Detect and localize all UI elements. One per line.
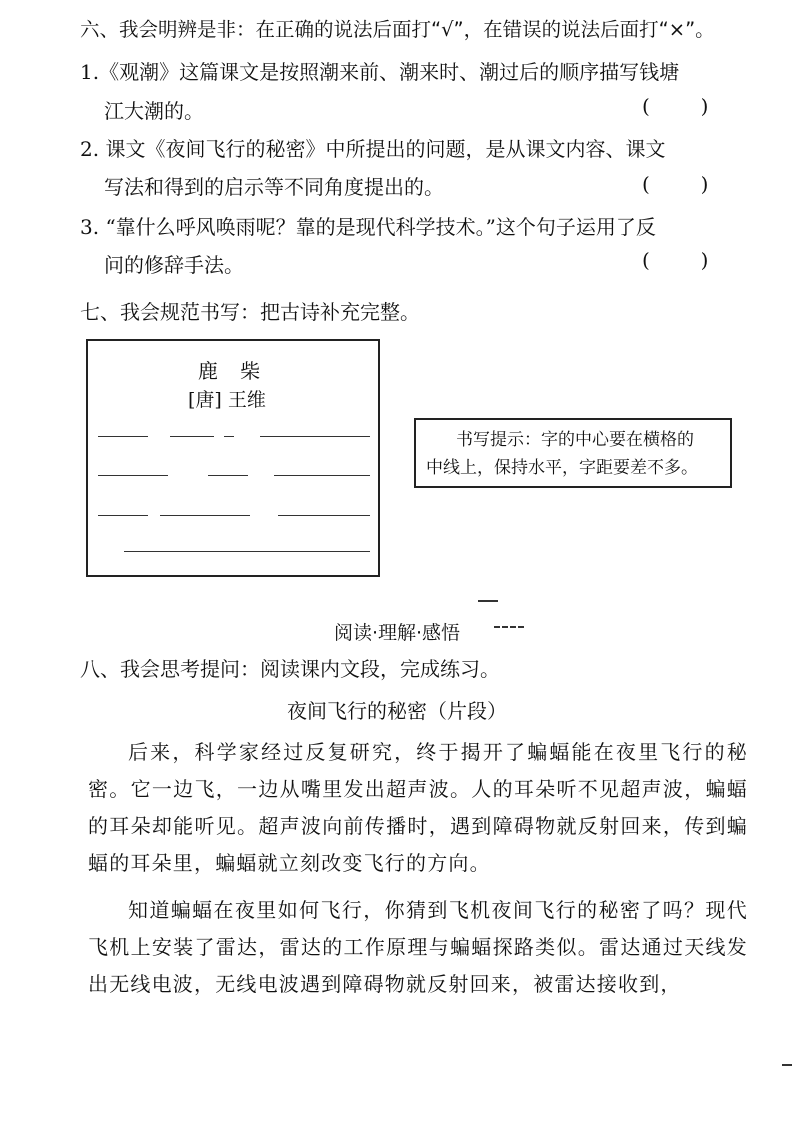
writing-tip-box [414, 418, 732, 488]
question-1-line1: 1.《观潮》这篇课文是按照潮来前、潮来时、潮过后的顺序描写钱塘 [80, 60, 680, 84]
poem-blank[interactable] [170, 436, 214, 437]
answer-paren-2[interactable]: ( ) [642, 172, 709, 196]
poem-blank[interactable] [208, 475, 248, 476]
writing-tip-line1: 书写提示：字的中心要在横格的 [456, 430, 694, 450]
poem-blank[interactable] [274, 475, 370, 476]
question-2-line2: 写法和得到的启示等不同角度提出的。 [104, 175, 444, 199]
poem-box [86, 339, 380, 577]
decorative-dash [478, 600, 498, 602]
poem-blank[interactable] [124, 551, 370, 552]
poem-blank[interactable] [260, 436, 370, 437]
poem-author: [唐] 王维 [188, 389, 266, 411]
page-edge-mark [782, 1064, 792, 1066]
poem-blank[interactable] [160, 515, 250, 516]
section-8-heading: 八、我会思考提问：阅读课内文段，完成练习。 [80, 657, 500, 681]
poem-blank[interactable] [278, 515, 370, 516]
question-3-line1: 3. “靠什么呼风唤雨呢？靠的是现代科学技术。”这个句子运用了反 [80, 215, 656, 239]
answer-paren-1[interactable]: ( ) [642, 94, 709, 118]
question-2-line1: 2. 课文《夜间飞行的秘密》中所提出的问题，是从课文内容、课文 [80, 137, 666, 161]
poem-blank[interactable] [98, 436, 148, 437]
passage-title: 夜间飞行的秘密（片段） [287, 699, 507, 723]
section-7-heading: 七、我会规范书写：把古诗补充完整。 [80, 300, 420, 324]
reading-section-banner: 阅读·理解·感悟 [333, 622, 461, 644]
writing-tip-line2: 中线上，保持水平，字距要差不多。 [426, 458, 698, 478]
poem-blank[interactable] [98, 515, 148, 516]
passage-paragraph-2: 知道蝙蝠在夜里如何飞行，你猜到飞机夜间飞行的秘密了吗？现代飞机上安装了雷达，雷达的工作原理与蝙蝠探路类似。雷达通过天线发出无线电波，无线电波遇到障碍物就反射回来，被雷达接收到， [88, 898, 748, 996]
passage-paragraph-1: 后来，科学家经过反复研究，终于揭开了蝙蝠能在夜里飞行的秘密。它一边飞，一边从嘴里发出超声波。人的耳朵听不见超声波，蝙蝠的耳朵却能听见。超声波向前传播时，遇到障碍物就反射回来，传到蝙蝠的耳朵里，蝙蝠就立刻改变飞行的方向。 [88, 740, 748, 875]
question-3-line2: 问的修辞手法。 [104, 253, 244, 277]
poem-blank[interactable] [98, 475, 168, 476]
answer-paren-3[interactable]: ( ) [642, 248, 709, 272]
section-6-heading: 六、我会明辨是非：在正确的说法后面打“√”，在错误的说法后面打“×”。 [80, 18, 715, 41]
poem-blank[interactable] [224, 436, 234, 437]
poem-title: 鹿 柴 [197, 359, 269, 383]
question-1-line2: 江大潮的。 [104, 99, 204, 123]
